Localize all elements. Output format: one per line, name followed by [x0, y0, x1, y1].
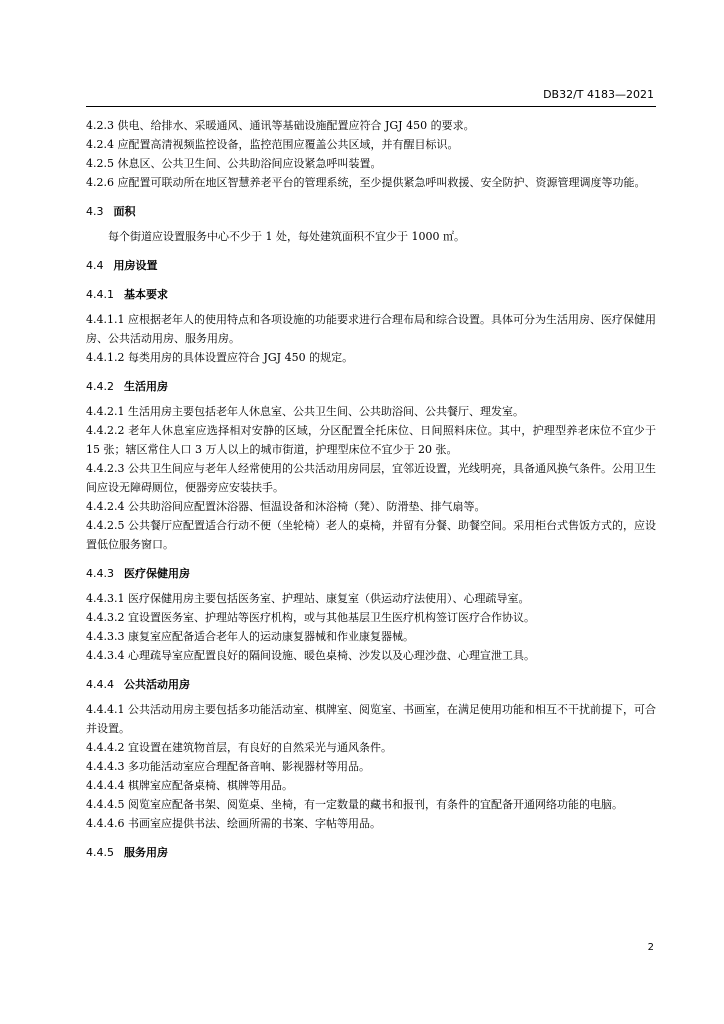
- section-number: 4.3: [86, 205, 104, 218]
- section-heading: [86, 256, 656, 275]
- section-heading: [86, 202, 656, 221]
- clause-paragraph: 4.4.2.2 老年人休息室应选择相对安静的区域，分区配置全托床位、日间照料床位。其中，护理型养老床位不宜少于 15 张；辖区常住人口 3 万人以上的城市街道，护理型床位不宜少于 20 张。: [86, 424, 656, 456]
- clause-paragraph: 4.4.3.2 宜设置医务室、护理站等医疗机构，或与其他基层卫生医疗机构签订医疗合作协议。: [86, 611, 535, 624]
- clause-paragraph: 4.2.6 应配置可联动所在地区智慧养老平台的管理系统，至少提供紧急呼叫救援、安全防护、资源管理调度等功能。: [86, 176, 646, 189]
- clause-paragraph: 4.4.2.3 公共卫生间应与老年人经常使用的公共活动用房同层，宜邻近设置，光线明亮，具备通风换气条件。公用卫生间应设无障碍厕位，便器旁应安装扶手。: [86, 462, 656, 494]
- section-title: 医疗保健用房: [124, 567, 190, 580]
- page-number: 2: [647, 942, 654, 953]
- clause-paragraph: 4.4.4.4 棋牌室应配备桌椅、棋牌等用品。: [86, 779, 293, 792]
- header-rule: [86, 106, 656, 107]
- section-number: 4.4.5: [86, 846, 114, 859]
- section-title: 生活用房: [124, 380, 168, 393]
- clause-paragraph: 4.4.4.6 书画室应提供书法、绘画所需的书案、字帖等用品。: [86, 817, 381, 830]
- clause-paragraph: 4.4.3.1 医疗保健用房主要包括医务室、护理站、康复室（供运动疗法使用）、心理疏导室。: [86, 592, 530, 605]
- section-title: 面积: [113, 205, 136, 218]
- clause-paragraph: 4.4.4.1 公共活动用房主要包括多功能活动室、棋牌室、阅览室、书画室，在满足使用功能和相互不干扰前提下，可合并设置。: [86, 703, 656, 735]
- section-title: 服务用房: [124, 846, 168, 859]
- clause-paragraph: 4.2.3 供电、给排水、采暖通风、通讯等基础设施配置应符合 JGJ 450 的要求。: [86, 119, 475, 132]
- clause-paragraph: 4.4.2.5 公共餐厅应配置适合行动不便（坐轮椅）老人的桌椅，并留有分餐、助餐空间。采用柜台式售饭方式的，应设置低位服务窗口。: [86, 519, 656, 551]
- document-code: DB32/T 4183—2021: [543, 88, 654, 101]
- clause-paragraph: 4.4.1.1 应根据老年人的使用特点和各项设施的功能要求进行合理布局和综合设置。具体可分为生活用房、医疗保健用房、公共活动用房、服务用房。: [86, 313, 656, 345]
- clause-paragraph: 4.4.4.2 宜设置在建筑物首层，有良好的自然采光与通风条件。: [86, 741, 392, 754]
- section-heading: [86, 843, 656, 862]
- clause-paragraph: 每个街道应设置服务中心不少于 1 处，每处建筑面积不宜少于 1000 ㎡。: [108, 230, 465, 243]
- clause-paragraph: 4.4.2.4 公共助浴间应配置沐浴器、恒温设备和沐浴椅（凳）、防滑垫、排气扇等。: [86, 500, 486, 513]
- clause-paragraph: 4.4.3.4 心理疏导室应配置良好的隔间设施、暖色桌椅、沙发以及心理沙盘、心理宣泄工具。: [86, 649, 535, 662]
- clause-paragraph: 4.2.5 休息区、公共卫生间、公共助浴间应设紧急呼叫装置。: [86, 157, 382, 170]
- section-title: 公共活动用房: [124, 678, 190, 691]
- section-number: 4.4.1: [86, 288, 114, 301]
- section-number: 4.4.2: [86, 380, 114, 393]
- section-heading: [86, 285, 656, 304]
- clause-paragraph: 4.4.2.1 生活用房主要包括老年人休息室、公共卫生间、公共助浴间、公共餐厅、理发室。: [86, 405, 524, 418]
- clause-paragraph: 4.4.1.2 每类用房的具体设置应符合 JGJ 450 的规定。: [86, 351, 354, 364]
- section-heading: [86, 564, 656, 583]
- section-heading: [86, 675, 656, 694]
- document-body: [86, 116, 656, 868]
- section-number: 4.4.3: [86, 567, 114, 580]
- section-number: 4.4: [86, 259, 104, 272]
- clause-paragraph: 4.2.4 应配置高清视频监控设备，监控范围应覆盖公共区域，并有醒目标识。: [86, 138, 459, 151]
- clause-paragraph: 4.4.4.5 阅览室应配备书架、阅览桌、坐椅，有一定数量的藏书和报刊，有条件的宜配备开通网络功能的电脑。: [86, 798, 623, 811]
- clause-paragraph: 4.4.3.3 康复室应配备适合老年人的运动康复器械和作业康复器械。: [86, 630, 414, 643]
- section-heading: [86, 377, 656, 396]
- clause-paragraph: 4.4.4.3 多功能活动室应合理配备音响、影视器材等用品。: [86, 760, 370, 773]
- section-title: 用房设置: [113, 259, 158, 272]
- section-number: 4.4.4: [86, 678, 114, 691]
- section-title: 基本要求: [124, 288, 168, 301]
